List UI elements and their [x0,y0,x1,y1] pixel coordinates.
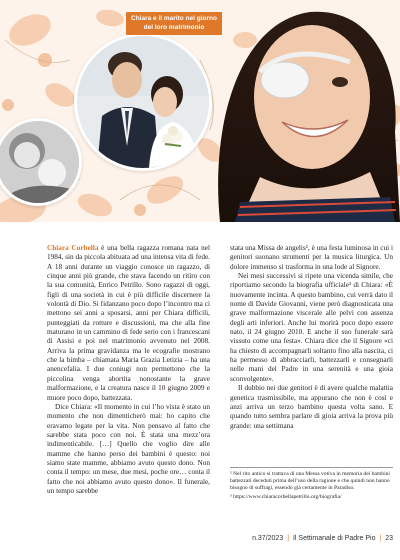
article-column-right [230,244,393,431]
page-number: 23 [385,535,393,542]
article-column-left [47,244,210,496]
photo-chiara [200,2,400,222]
footer-separator: | [379,535,382,542]
paragraph-doubt: Il dubbio nei due genitori è di avere qualche malattia genetica trasmissibile, ma appurano che non è così e anzi arriva un terzo bambino questa volta sano. E quando tutto sembra parlare di gioia arriva la prova più grande: una settimana [230,384,393,430]
photo-couple [74,33,212,171]
lead-name: Chiara Corbella [47,244,99,252]
footer-separator: | [287,535,290,542]
paragraph-quote: Dice Chiara: «Il momento in cui l’ho vista è stato un momento che non dimenticherò mai: ho capito che eravamo legate per la vita. Non pensavo al fatto che sarebbe stata poco con noi. È stata una mezz’ora indimenticabile. […] Quello che voglio dire alle mamme che hanno perso dei bambini è questo: noi siamo state mamme, abbiamo avuto questo dono. Non conta il tempo: un mese, due mesi, poche ore… conta il fatto che noi abbiamo avuto questo dono». Il funerale, un tempo sarebbe [47,402,210,495]
magazine-name: Il Settimanale di Padre Pio [292,535,376,542]
paragraph-biography: Nei mesi successivi si ripete una vicenda simile, che riportiamo secondo la biografia ufficiale³ di Chiara: «È nuovamente incinta. A questo bambino, cui verrà dato il nome di Davide Giovanni, viene però diagnosticata una grave malformazione viscerale alle pelvi con assenza degli arti inferiori. Anche lui morirà poco dopo essere nato, il 24 giugno 2010. E anche il suo funerale sarà vissuto come una festa». Chiara dice che il Signore «ci ha chiesto di accompagnarli soltanto fino alla nascita, ci ha permesso di abbracciarli, battezzarli e consegnarli nelle mani del Padre in una serenità e una gioia sconvolgente». [230,272,393,383]
paragraph-intro [47,244,210,403]
paragraph-text: è una bella ragazza romana nata nel 1984, sin da piccola abituata ad una intensa vita di fede. A 18 anni durante un viaggio conosce un ragazzo, di cinque anni più grande, che stava facendo un ritiro con la sua comunità, Enrico Petrillo. Sono ragazzi di oggi, figli di una società in cui è più difficile discernere la volontà di Dio. Si fidanzano poco dopo l’incontro ma ci mettono sei anni a sposarsi, anni per Chiara difficili, punteggiati da rotture e discussioni, ma che alla fine maturano in un cammino di fede serio con i francescani di Assisi e poi nel matrimonio avvenuto nel 2008. Arriva la prima gravidanza ma le ecografie mostrano che la bimba – chiamata Maria Grazia Letizia – ha una anencefalia. I due coniugi non permettono che la piccolina venga abortita nonostante la grave malformazione, e la creatura nasce il 10 giugno 2009 e muore poco dopo, battezzata. [47,244,211,402]
footnotes [230,467,393,503]
photo-header [0,0,400,222]
footnote-3: ³ https://www.chiaracorbellapetrillo.org/biografia/ [230,494,342,500]
page-footer [230,535,393,542]
photo-caption: Chiara e il marito nel giorno del loro matrimonio [126,12,222,35]
footnote-2: ² Nel rito antico si trattava di una Messa votiva in memoria dei bambini battezzati deceduti prima dell’uso della ragione e che quindi non hanno bisogno di suffragi, essendo già certamente in Paradiso. [230,471,390,491]
issue-number: n.37/2023 [252,535,284,542]
paragraph-continuation: stata una Missa de angelis², è una festa luminosa in cui i genitori suonano strumenti per la musica liturgica. Un dolore immenso si trasforma in una lode al Signore. [230,244,393,271]
